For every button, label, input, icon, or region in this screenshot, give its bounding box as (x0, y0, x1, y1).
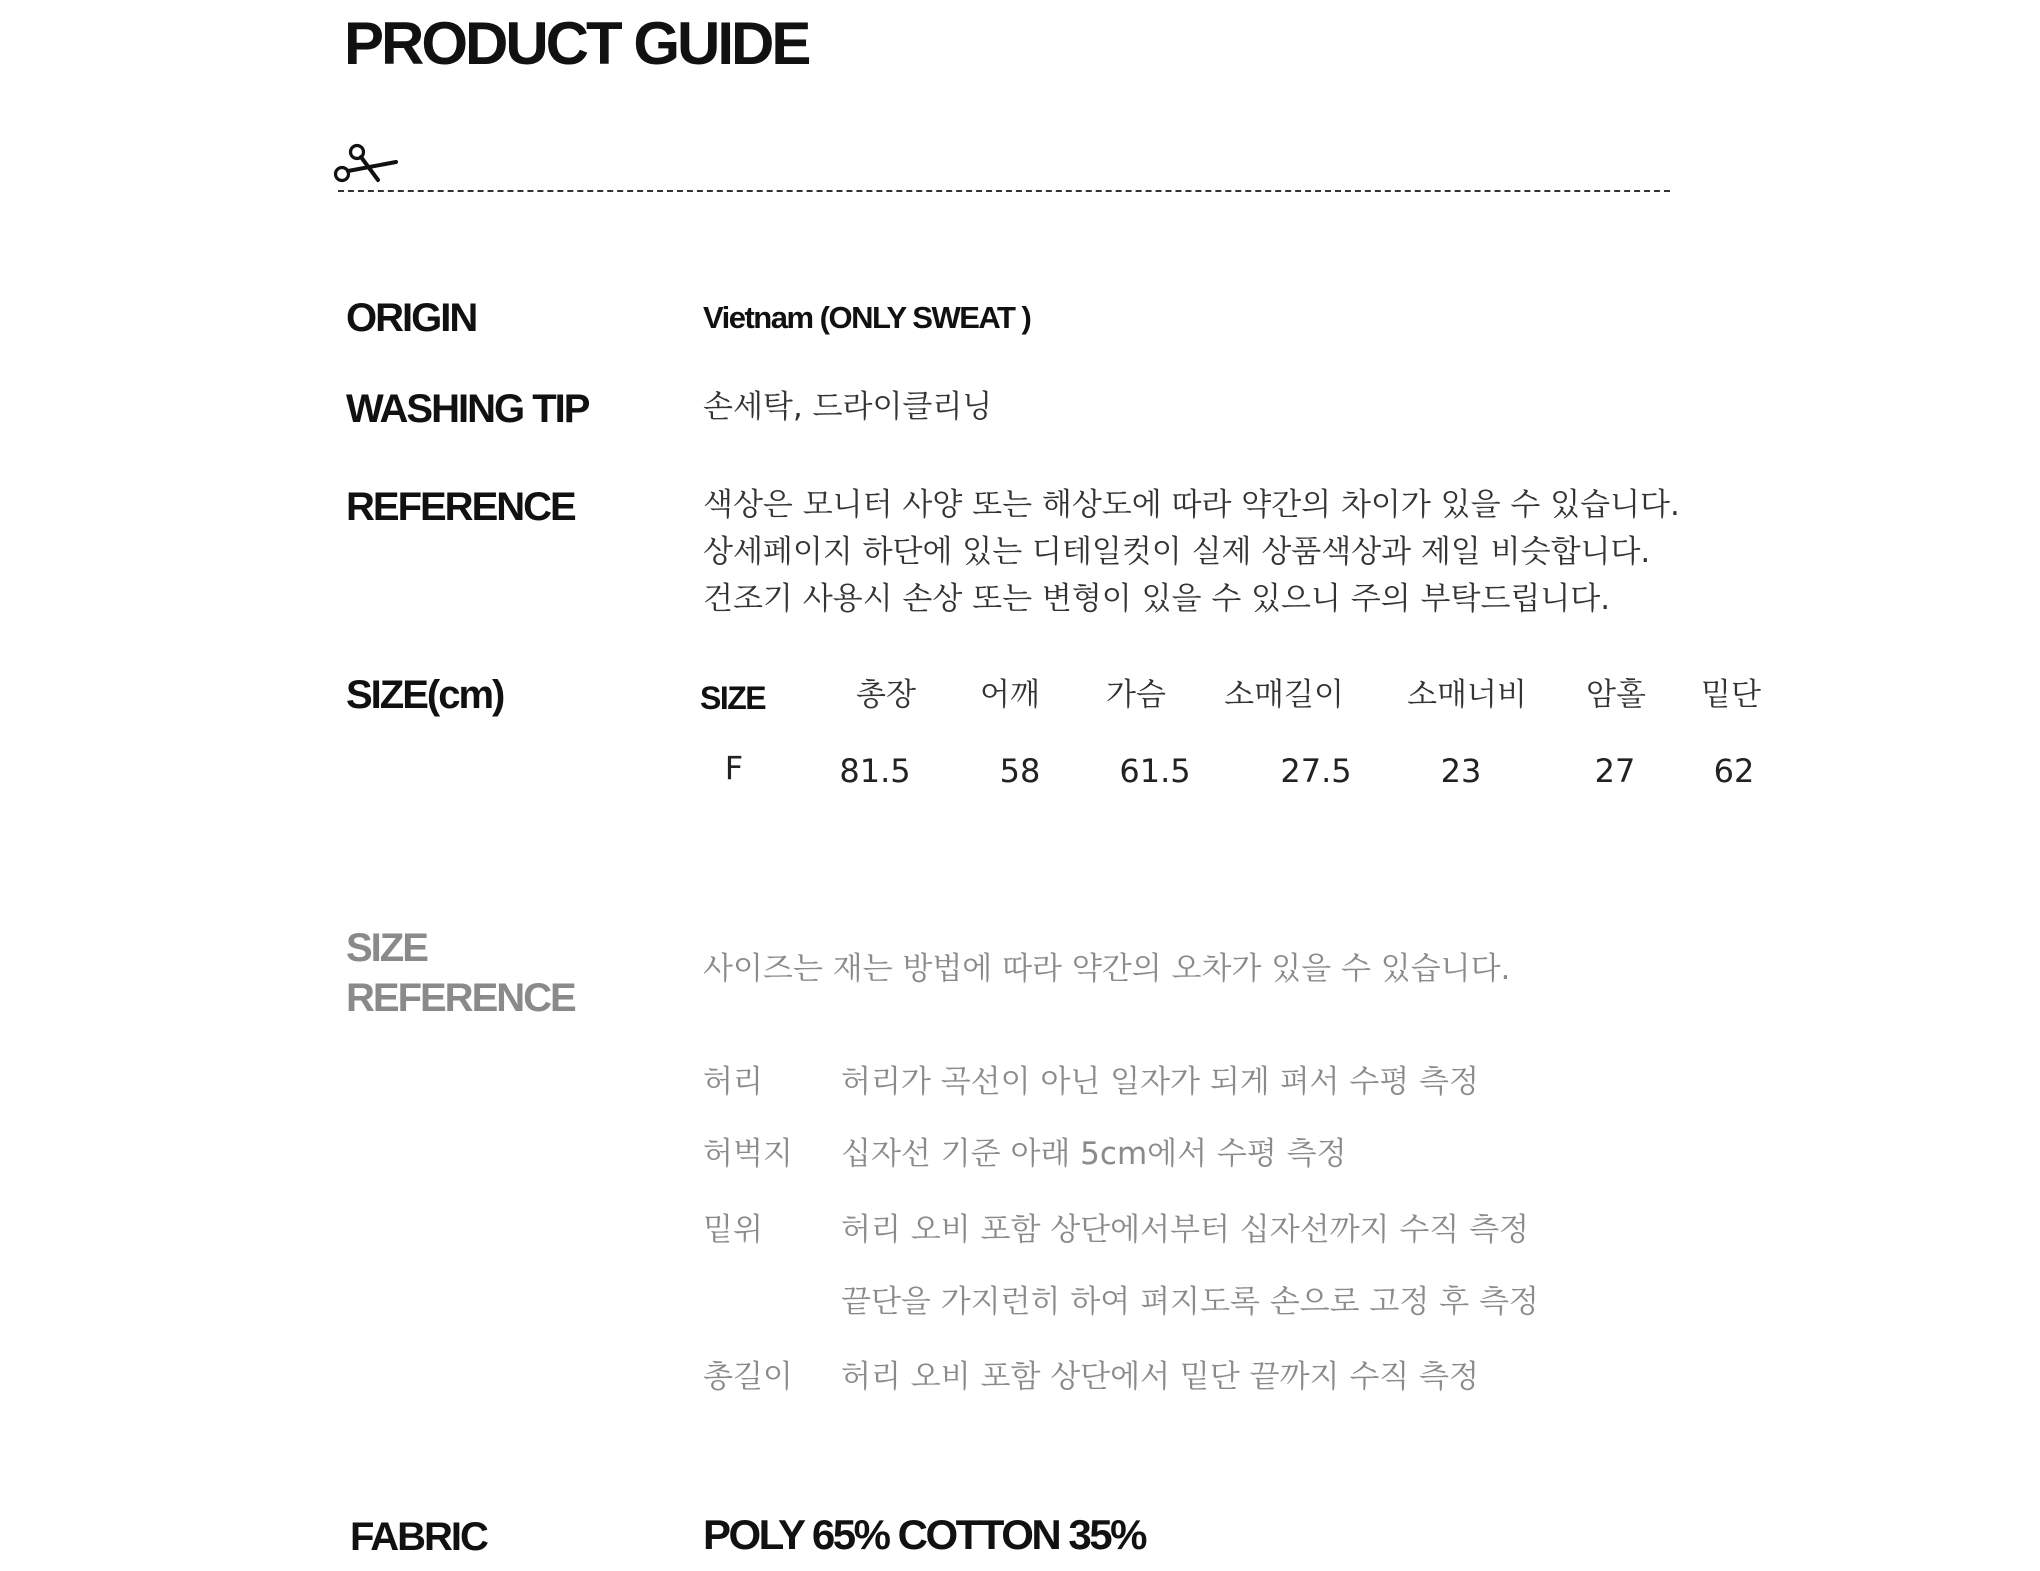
size-header-length: 총장 (856, 677, 916, 713)
size-header-sleeve-width: 소매너비 (1407, 677, 1527, 713)
measure-desc: 허리 오비 포함 상단에서 밑단 끝까지 수직 측정 (841, 1359, 1479, 1395)
reference-notes (703, 482, 1680, 623)
fabric-value: POLY 65% COTTON 35% (703, 1511, 1145, 1558)
reference-line: 색상은 모니터 사양 또는 해상도에 따라 약간의 차이가 있을 수 있습니다. (703, 487, 1680, 523)
measure-desc: 십자선 기준 아래 5cm에서 수평 측정 (841, 1136, 1347, 1172)
washing-tip-label: WASHING TIP (346, 387, 589, 431)
size-cell: 81.5 (839, 752, 911, 790)
size-header-size: SIZE (700, 680, 766, 716)
size-header-shoulder: 어깨 (980, 677, 1040, 713)
size-header-armhole: 암홀 (1586, 677, 1646, 713)
origin-label: ORIGIN (346, 296, 477, 340)
size-header-sleeve-length: 소매길이 (1224, 677, 1344, 713)
size-cell: 23 (1440, 752, 1482, 790)
origin-value: Vietnam (ONLY SWEAT ) (703, 300, 1031, 335)
size-reference-label: REFERENCE (346, 976, 575, 1020)
size-cell: 61.5 (1119, 752, 1191, 790)
measure-desc: 끝단을 가지런히 하여 펴지도록 손으로 고정 후 측정 (841, 1284, 1539, 1320)
fabric-label: FABRIC (350, 1515, 487, 1559)
washing-tip-value: 손세탁, 드라이클리닝 (703, 389, 993, 425)
measure-desc: 허리 오비 포함 상단에서부터 십자선까지 수직 측정 (841, 1212, 1529, 1248)
reference-line: 상세페이지 하단에 있는 디테일컷이 실제 상품색상과 제일 비슷합니다. (703, 534, 1651, 570)
scissors-icon (332, 140, 398, 186)
measure-term: 허리 (703, 1064, 763, 1100)
size-cell: 62 (1713, 752, 1755, 790)
size-header-hem: 밑단 (1701, 677, 1761, 713)
cut-divider (338, 190, 1670, 192)
size-cell: 27.5 (1280, 752, 1352, 790)
size-label: SIZE(cm) (346, 673, 504, 717)
size-cell: F (724, 749, 744, 787)
measure-term: 밑위 (703, 1212, 763, 1248)
reference-line: 건조기 사용시 손상 또는 변형이 있을 수 있으니 주의 부탁드립니다. (703, 581, 1611, 617)
size-header-chest: 가슴 (1106, 677, 1166, 713)
size-reference-label: SIZE (346, 926, 427, 970)
measure-term: 총길이 (703, 1359, 793, 1395)
size-reference-note: 사이즈는 재는 방법에 따라 약간의 오차가 있을 수 있습니다. (703, 951, 1511, 987)
measure-desc: 허리가 곡선이 아닌 일자가 되게 펴서 수평 측정 (841, 1064, 1479, 1100)
measure-term: 허벅지 (703, 1136, 793, 1172)
size-cell: 58 (999, 752, 1041, 790)
page-title: PRODUCT GUIDE (344, 10, 809, 77)
size-cell: 27 (1594, 752, 1636, 790)
reference-label: REFERENCE (346, 485, 575, 529)
